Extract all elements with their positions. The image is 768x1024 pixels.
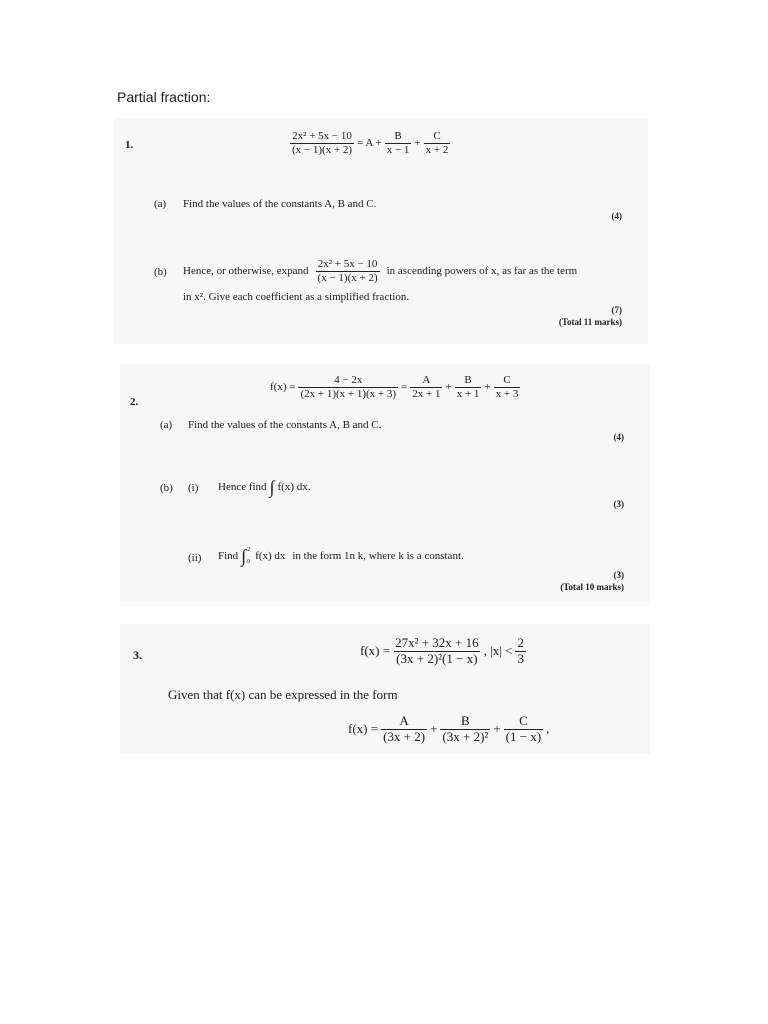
part-bi-text: Hence find ∫ f(x) dx. <box>218 477 311 497</box>
question-number: 3. <box>133 648 142 662</box>
part-a-label: (a) <box>160 419 173 431</box>
part-b-marks: (7) <box>611 305 622 315</box>
part-a-text: Find the values of the constants A, B and C. <box>183 198 377 210</box>
part-b-label: (b) <box>160 482 173 494</box>
q3-form-equation: f(x) = $\frac{A}{(3x + 2)}$ + $\frac{B}{\text{(3x + 2)²}}$ + $\frac{C}{(1 - x)}$ , <box>348 713 550 744</box>
part-a-marks: (4) <box>613 432 624 442</box>
part-bi-marks: (3) <box>613 499 624 509</box>
question-2-panel <box>120 364 650 606</box>
q2-equation: f(x) = $\frac{4 - 2x}{(2x + 1)(x + 1)(x + 3)}$ = $\frac{A}{2x + 1}$ + $\frac{B}{x + 1}$ + $\frac{C}{x + 3}$ <box>270 374 519 400</box>
question-1-panel <box>114 118 648 344</box>
part-bii-label: (ii) <box>188 552 202 564</box>
question-number: 1. <box>125 139 134 151</box>
part-a-label: (a) <box>154 198 167 210</box>
part-bii-text: Find ∫ 2 0 f(x) dx in the form 1n k, where k is a constant. <box>218 546 464 566</box>
given-text: Given that f(x) can be expressed in the form <box>168 687 398 702</box>
part-b-text: Hence, or otherwise, expand $\frac{\text{2x² + 5x − 10}}{(x - 1)(x + 2)}$ in ascending powers of x, as far as the term <box>183 258 578 284</box>
part-bii-marks: (3) <box>613 570 624 580</box>
part-b-text-continued: in x². Give each coefficient as a simplified fraction. <box>183 291 410 303</box>
integral-icon: ∫ <box>269 477 275 497</box>
part-a-text: Find the values of the constants A, B and C. <box>188 419 382 431</box>
part-b-label: (b) <box>154 266 167 278</box>
total-marks: (Total 11 marks) <box>558 317 622 327</box>
question-3-panel <box>120 624 650 754</box>
page-title: Partial fraction: <box>117 89 211 105</box>
q3-equation: f(x) = $\frac{\text{27x² + 32x + 16}}{\text{(3x + 2)²(1 − x)}}$ , |x| < $\frac{2}{3}$ <box>360 635 524 666</box>
integral-icon: ∫ <box>241 546 247 566</box>
part-bi-label: (i) <box>188 482 199 494</box>
q1-equation: $\frac{\text{2x² + 5x − 10}}{(x - 1)(x + 2)}$ = A + $\frac{B}{x - 1}$ + $\frac{C}{x + 2}$ <box>292 130 449 156</box>
total-marks: (Total 10 marks) <box>560 582 624 592</box>
question-number: 2. <box>130 396 139 408</box>
part-a-marks: (4) <box>611 211 622 221</box>
